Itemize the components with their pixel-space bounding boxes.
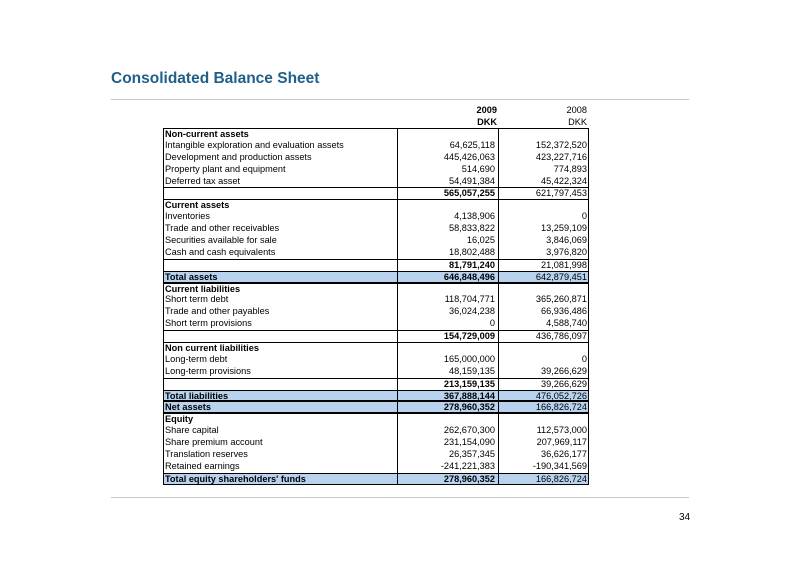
- table-row: [163, 294, 588, 306]
- table-row: [163, 152, 588, 164]
- value-2009: 262,670,300: [443, 425, 495, 436]
- row-label: Total liabilities: [165, 390, 229, 401]
- row-label: Short term provisions: [165, 318, 252, 329]
- subtotal-row: [163, 378, 588, 390]
- value-2008: 21,081,998: [541, 259, 587, 270]
- row-label: Non current liabilities: [165, 343, 259, 354]
- section-header-row: [163, 342, 588, 354]
- value-2009: 278,960,352: [443, 402, 495, 413]
- value-2009: -241,221,383: [440, 460, 495, 471]
- value-2009: 646,848,496: [443, 271, 495, 282]
- balance-sheet-table: [163, 103, 588, 485]
- section-header-row: [163, 283, 588, 295]
- value-2009: 367,888,144: [443, 390, 495, 401]
- value-2008: 365,260,871: [535, 294, 587, 305]
- table-row: [163, 318, 588, 330]
- value-2008: 3,976,820: [546, 246, 587, 257]
- value-2008: 642,879,451: [535, 271, 587, 282]
- row-label: Total equity shareholders' funds: [165, 473, 306, 484]
- row-label: Securities available for sale: [165, 235, 277, 246]
- row-label: Non-current assets: [165, 129, 249, 139]
- table-row: [163, 461, 588, 473]
- value-2008: 36,626,177: [541, 449, 587, 460]
- bottom-divider: [111, 497, 689, 498]
- section-header-row: [163, 413, 588, 425]
- value-2009: 54,491,384: [449, 175, 495, 186]
- row-label: Inventories: [165, 211, 210, 222]
- table-body: [163, 128, 588, 485]
- value-2008: 166,826,724: [535, 473, 587, 484]
- value-2009: 26,357,345: [449, 449, 495, 460]
- row-label: Property plant and equipment: [165, 163, 286, 174]
- row-label: Share premium account: [165, 437, 263, 448]
- row-label: Net assets: [165, 402, 211, 413]
- value-2009: 18,802,488: [449, 246, 495, 257]
- table-row: [163, 354, 588, 366]
- table-row: [163, 425, 588, 437]
- value-2008: 621,797,453: [535, 188, 587, 199]
- year-2009: 2009: [476, 105, 497, 115]
- row-label: Intangible exploration and evaluation assets: [165, 139, 344, 150]
- value-2008: 166,826,724: [535, 402, 587, 413]
- value-2009: 165,000,000: [443, 353, 495, 364]
- grid-line-right: [588, 128, 589, 485]
- value-2009: 565,057,255: [443, 188, 495, 199]
- value-2009: 64,625,118: [449, 139, 495, 150]
- table-header: [163, 103, 588, 128]
- row-label: Equity: [165, 414, 194, 425]
- value-2009: 36,024,238: [449, 306, 495, 317]
- row-label: Long-term debt: [165, 353, 228, 364]
- row-label: Retained earnings: [165, 460, 240, 471]
- total-row: [163, 401, 588, 413]
- row-label: Deferred tax asset: [165, 175, 241, 186]
- value-2009: 16,025: [466, 235, 495, 246]
- row-label: Long-term provisions: [165, 365, 251, 376]
- year-2008: 2008: [566, 105, 587, 115]
- value-2008: 0: [581, 211, 587, 222]
- table-row: [163, 140, 588, 152]
- row-label: Cash and cash equivalents: [165, 246, 276, 257]
- table-row: [163, 176, 588, 188]
- value-2009: 0: [489, 318, 495, 329]
- value-2009: 118,704,771: [444, 294, 495, 305]
- header-2008: [503, 104, 587, 128]
- row-label: Translation reserves: [165, 449, 248, 460]
- value-2008: 207,969,117: [536, 437, 587, 448]
- value-2008: 152,372,520: [535, 139, 587, 150]
- section-header-row: [163, 199, 588, 211]
- value-2008: 3,846,069: [546, 235, 587, 246]
- row-label: Current assets: [165, 200, 230, 211]
- row-label: Trade and other receivables: [165, 223, 280, 234]
- subtotal-row: [163, 259, 588, 271]
- value-2008: 476,052,726: [535, 390, 587, 401]
- page-number: 34: [679, 512, 691, 523]
- table-row: [163, 449, 588, 461]
- value-2008: 39,266,629: [541, 365, 587, 376]
- value-2009: 278,960,352: [443, 473, 495, 484]
- value-2009: 231,154,090: [443, 437, 495, 448]
- subtotal-row: [163, 187, 588, 199]
- subtotal-row: [163, 330, 588, 342]
- value-2009: 58,833,822: [449, 223, 495, 234]
- value-2008: 774,893: [553, 163, 587, 174]
- value-2008: 112,573,000: [536, 425, 587, 436]
- value-2009: 154,729,009: [443, 331, 495, 342]
- value-2008: 13,259,109: [541, 223, 587, 234]
- table-row: [163, 164, 588, 176]
- value-2008: 436,786,097: [535, 331, 587, 342]
- table-row: [163, 306, 588, 318]
- section-header-row: [163, 128, 588, 140]
- row-label: Short term debt: [165, 294, 229, 305]
- table-row: [163, 366, 588, 378]
- total-row: [163, 473, 588, 485]
- row-label: Current liabilities: [165, 283, 241, 294]
- value-2009: 48,159,135: [449, 365, 495, 376]
- value-2009: 514,690: [461, 163, 495, 174]
- currency-2008: DKK: [568, 117, 587, 127]
- value-2009: 445,426,063: [443, 151, 495, 162]
- value-2008: 39,266,629: [541, 378, 587, 389]
- total-row: [163, 390, 588, 402]
- top-divider: [111, 99, 689, 100]
- value-2009: 81,791,240: [449, 259, 495, 270]
- value-2008: 45,422,324: [541, 175, 587, 186]
- value-2008: 66,936,486: [541, 306, 587, 317]
- table-row: [163, 247, 588, 259]
- table-row: [163, 211, 588, 223]
- value-2008: 423,227,716: [535, 151, 587, 162]
- currency-2009: DKK: [477, 117, 497, 127]
- value-2009: 4,138,906: [454, 211, 495, 222]
- total-row: [163, 271, 588, 283]
- row-label: Development and production assets: [165, 151, 312, 162]
- page-title: Consolidated Balance Sheet: [111, 70, 320, 87]
- value-2009: 213,159,135: [443, 378, 495, 389]
- value-2008: -190,341,569: [532, 460, 587, 471]
- table-row: [163, 223, 588, 235]
- header-2009: [400, 104, 497, 128]
- row-label: Total assets: [165, 271, 218, 282]
- value-2008: 0: [581, 353, 587, 364]
- value-2008: 4,588,740: [546, 318, 587, 329]
- row-label: Share capital: [165, 425, 219, 436]
- table-row: [163, 437, 588, 449]
- row-label: Trade and other payables: [165, 306, 270, 317]
- table-row: [163, 235, 588, 247]
